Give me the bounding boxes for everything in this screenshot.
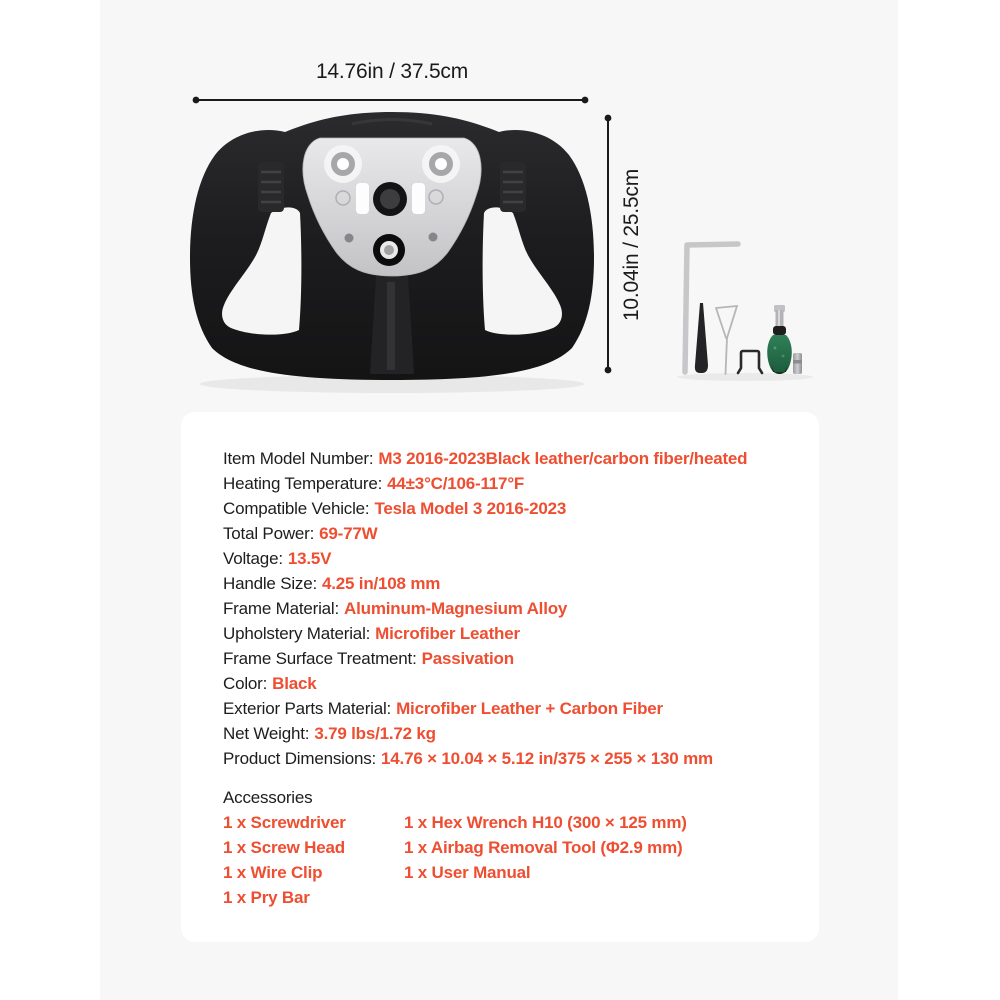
accessories-section (223, 785, 777, 910)
clockspring-ring (373, 234, 405, 266)
accessory-tools (685, 244, 802, 374)
screwdriver-icon (767, 305, 792, 374)
spec-value: M3 2016-2023Black leather/carbon fiber/heated (378, 449, 748, 468)
accessory-item: 1 x Screw Head (223, 838, 345, 857)
screw-bit-icon (793, 353, 802, 374)
spec-row-handle-size (223, 571, 777, 596)
spec-value: 44±3°C/106-117°F (387, 474, 525, 493)
spec-label: Total Power: (223, 524, 315, 543)
spec-row-compatible-vehicle (223, 496, 777, 521)
spec-label: Net Weight: (223, 724, 310, 743)
spec-card (181, 412, 819, 942)
spec-label: Upholstery Material: (223, 624, 371, 643)
spec-row-upholstery-material (223, 621, 777, 646)
height-dimension-line (605, 115, 612, 374)
accessory-item: 1 x Screwdriver (223, 813, 346, 832)
spec-value: 3.79 lbs/1.72 kg (314, 724, 436, 743)
wire-clip-icon (738, 351, 762, 373)
accessory-item: 1 x User Manual (404, 863, 531, 882)
left-window (356, 183, 369, 214)
accessory-item: 1 x Hex Wrench H10 (300 × 125 mm) (404, 813, 687, 832)
spec-label: Exterior Parts Material: (223, 699, 392, 718)
spec-value: Microfiber Leather + Carbon Fiber (396, 699, 663, 718)
spec-row-heating-temp (223, 471, 777, 496)
hex-wrench-icon (685, 244, 738, 372)
spec-label: Frame Material: (223, 599, 340, 618)
spec-value: Microfiber Leather (375, 624, 520, 643)
left-ribbed-connector (258, 162, 284, 212)
triangle-tool-icon (716, 306, 737, 374)
pry-bar-icon (695, 303, 708, 373)
width-dimension-line (193, 97, 589, 104)
spec-label: Compatible Vehicle: (223, 499, 370, 518)
height-dimension-label: 10.04in / 25.5cm (620, 168, 643, 322)
spec-value: 13.5V (287, 549, 332, 568)
tools-shadow (677, 373, 813, 381)
spec-row-exterior-material (223, 696, 777, 721)
spec-value: 14.76 × 10.04 × 5.12 in/375 × 255 × 130 mm (381, 749, 713, 768)
spec-label: Heating Temperature: (223, 474, 383, 493)
spec-value: Aluminum-Magnesium Alloy (344, 599, 568, 618)
spec-row-product-dimensions (223, 746, 777, 771)
spec-label: Item Model Number: (223, 449, 374, 468)
spec-row-model (223, 446, 777, 471)
spec-value: Tesla Model 3 2016-2023 (374, 499, 567, 518)
width-dimension-label: 14.76in / 37.5cm (315, 60, 469, 83)
right-screw-boss (422, 145, 460, 183)
steering-wheel-illustration (190, 112, 594, 380)
spec-row-color (223, 671, 777, 696)
spec-value: Passivation (421, 649, 514, 668)
spec-label: Voltage: (223, 549, 283, 568)
hub-screw-right (429, 233, 438, 242)
column-harness (387, 282, 395, 370)
spec-value: 69-77W (319, 524, 378, 543)
center-shaft-inner (380, 189, 400, 209)
spec-label: Frame Surface Treatment: (223, 649, 417, 668)
accessory-item: 1 x Airbag Removal Tool (Φ2.9 mm) (404, 838, 683, 857)
accessory-item: 1 x Wire Clip (223, 863, 323, 882)
right-window (412, 183, 425, 214)
hub-screw-left (345, 234, 354, 243)
accessories-title: Accessories (223, 788, 313, 807)
spec-value: 4.25 in/108 mm (322, 574, 441, 593)
spec-row-voltage (223, 546, 777, 571)
left-screw-boss (324, 145, 362, 183)
right-ribbed-connector (500, 162, 526, 212)
spec-row-surface-treatment (223, 646, 777, 671)
accessories-column-2 (404, 810, 777, 910)
spec-row-net-weight (223, 721, 777, 746)
accessory-item: 1 x Pry Bar (223, 888, 310, 907)
spec-label: Handle Size: (223, 574, 317, 593)
accessories-column-1 (223, 810, 404, 910)
spec-row-total-power (223, 521, 777, 546)
spec-row-frame-material (223, 596, 777, 621)
spec-value: Black (272, 674, 317, 693)
spec-label: Product Dimensions: (223, 749, 377, 768)
spec-label: Color: (223, 674, 268, 693)
